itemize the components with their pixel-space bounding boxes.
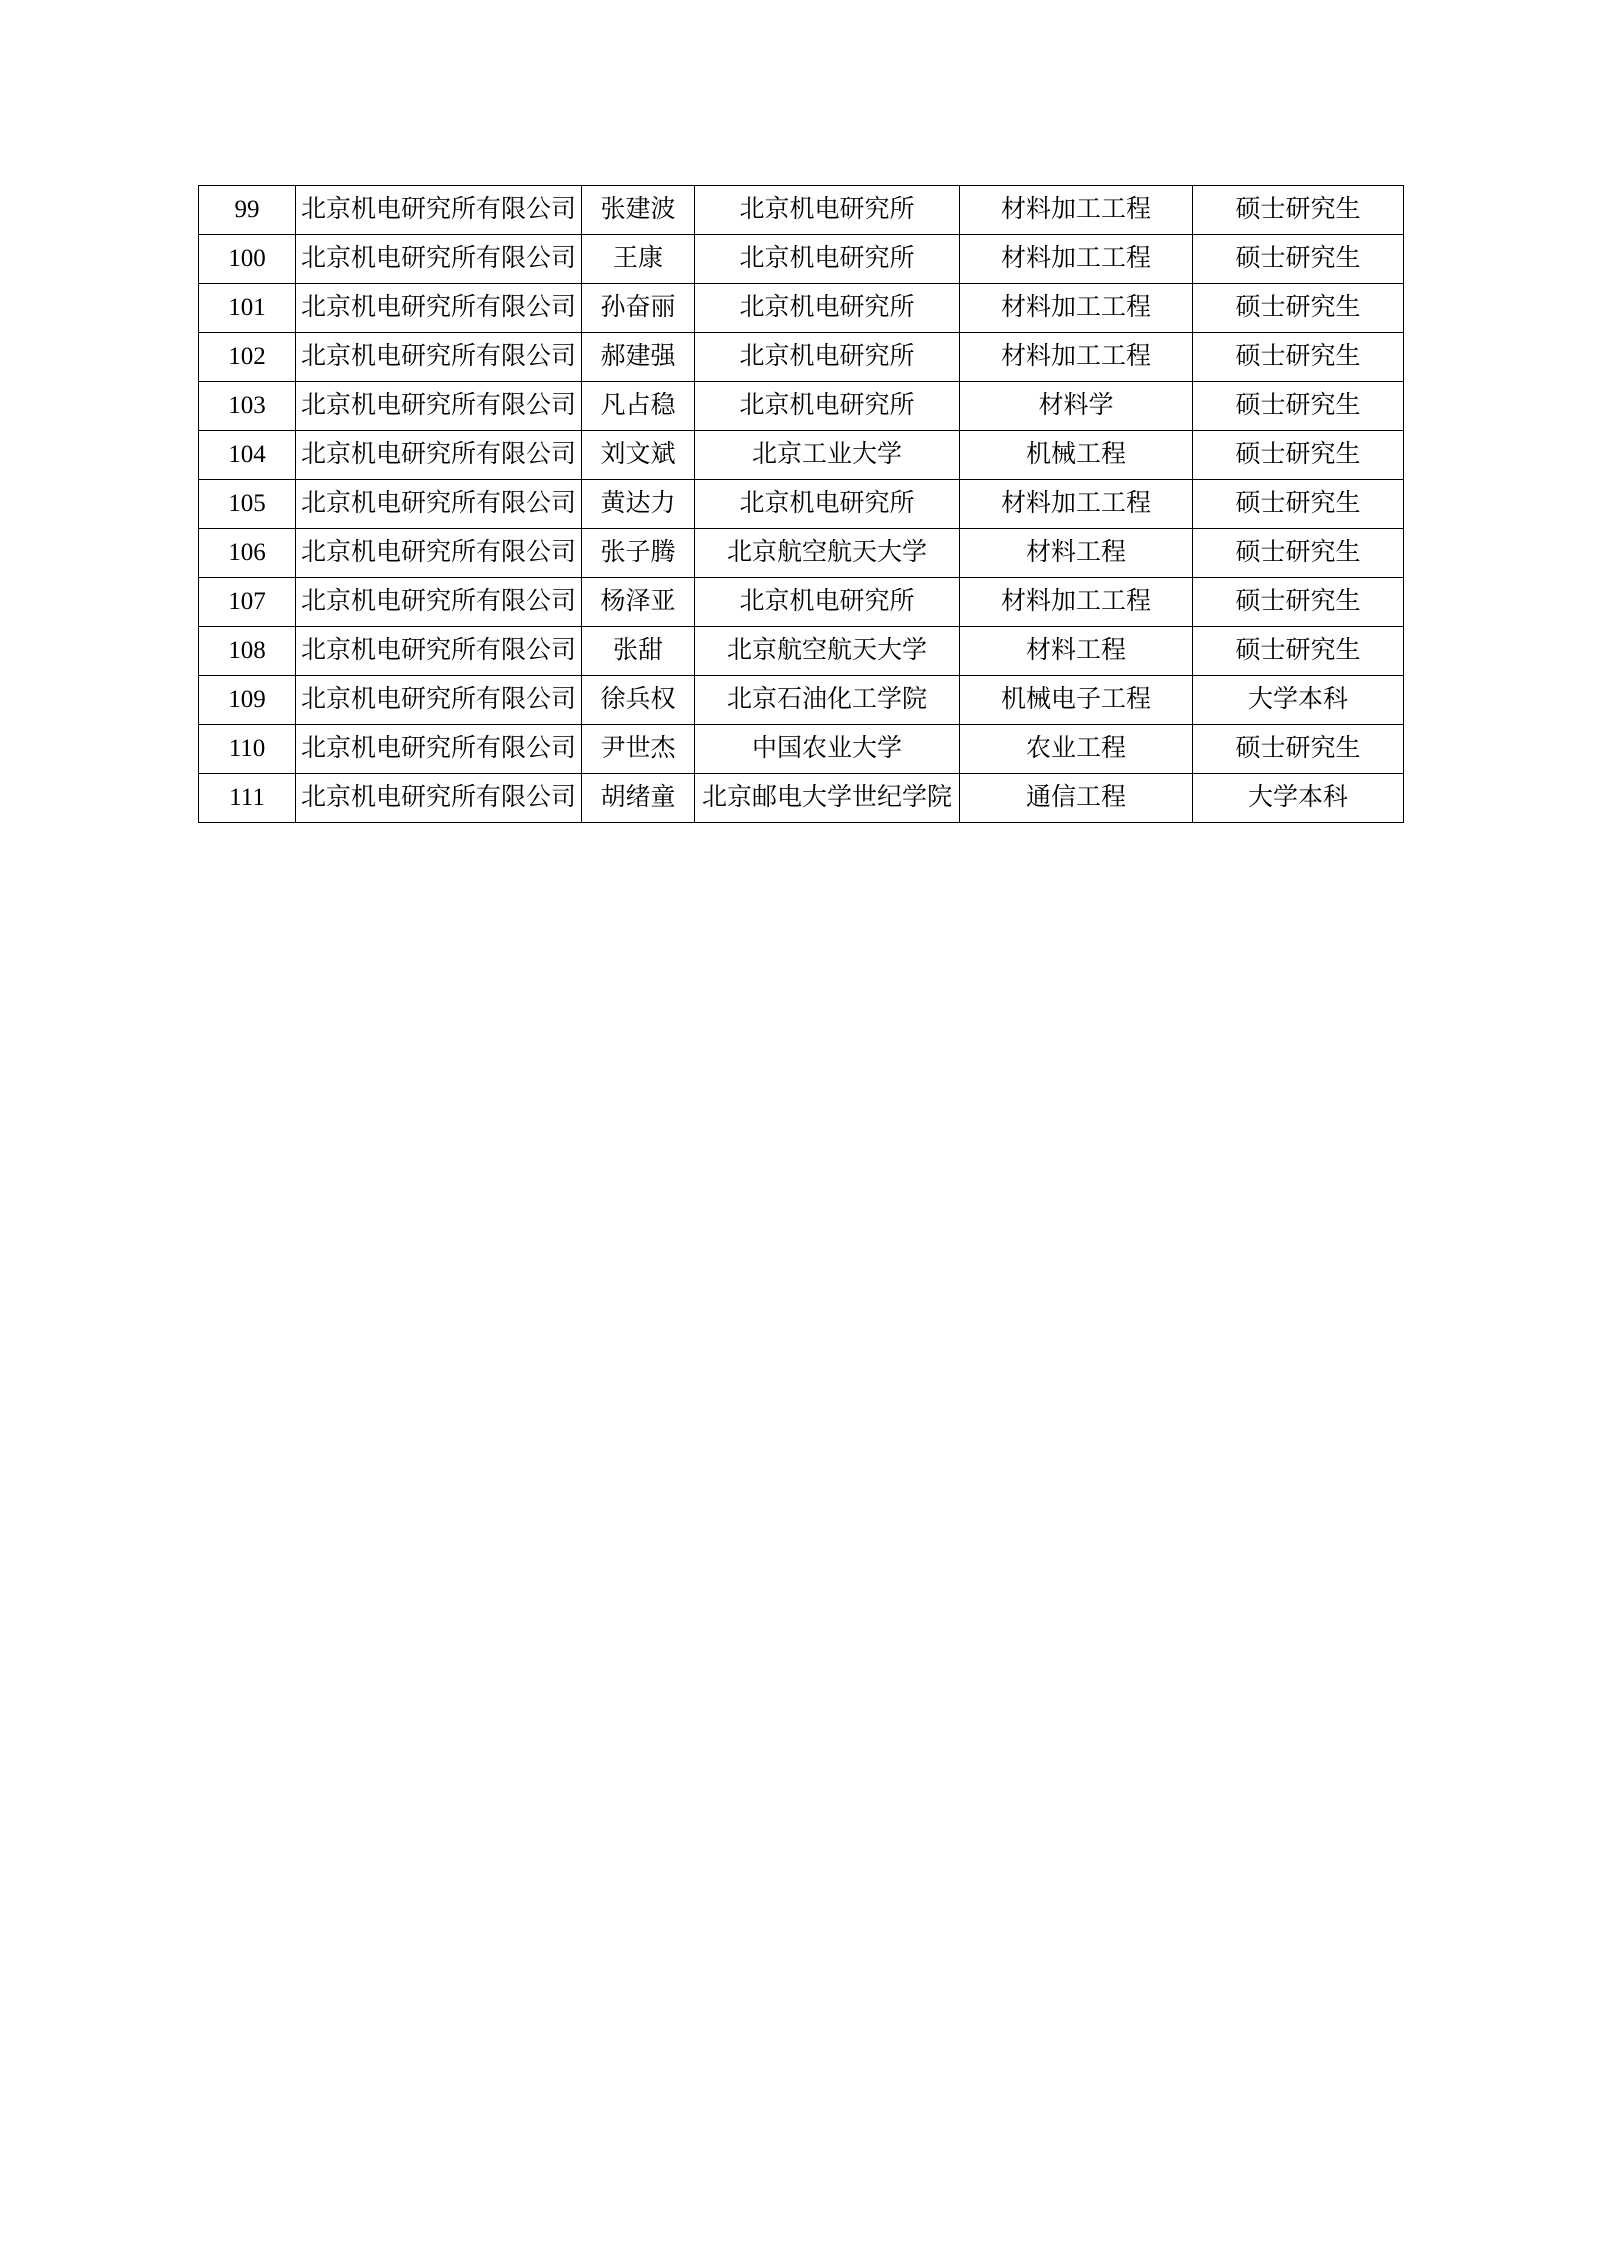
- personnel-table: [198, 185, 1404, 823]
- cell-school: 北京机电研究所: [695, 480, 960, 529]
- cell-index: 103: [199, 382, 296, 431]
- cell-major: 机械工程: [960, 431, 1193, 480]
- table-row: [199, 333, 1404, 382]
- cell-major: 材料加工工程: [960, 578, 1193, 627]
- cell-index: 107: [199, 578, 296, 627]
- cell-major: 材料工程: [960, 529, 1193, 578]
- table-row: [199, 578, 1404, 627]
- cell-degree: 硕士研究生: [1193, 578, 1404, 627]
- cell-company: 北京机电研究所有限公司: [296, 480, 582, 529]
- cell-school: 北京机电研究所: [695, 333, 960, 382]
- cell-school: 北京机电研究所: [695, 578, 960, 627]
- cell-degree: 硕士研究生: [1193, 333, 1404, 382]
- cell-school: 北京石油化工学院: [695, 676, 960, 725]
- cell-company: 北京机电研究所有限公司: [296, 235, 582, 284]
- cell-index: 104: [199, 431, 296, 480]
- cell-major: 材料学: [960, 382, 1193, 431]
- table-row: [199, 235, 1404, 284]
- cell-company: 北京机电研究所有限公司: [296, 725, 582, 774]
- cell-company: 北京机电研究所有限公司: [296, 627, 582, 676]
- cell-degree: 硕士研究生: [1193, 382, 1404, 431]
- cell-major: 材料加工工程: [960, 284, 1193, 333]
- cell-degree: 硕士研究生: [1193, 627, 1404, 676]
- cell-major: 通信工程: [960, 774, 1193, 823]
- cell-name: 郝建强: [582, 333, 695, 382]
- table-row: [199, 382, 1404, 431]
- table-row: [199, 676, 1404, 725]
- cell-degree: 大学本科: [1193, 774, 1404, 823]
- cell-major: 材料加工工程: [960, 235, 1193, 284]
- cell-name: 胡绪童: [582, 774, 695, 823]
- cell-index: 100: [199, 235, 296, 284]
- cell-degree: 硕士研究生: [1193, 235, 1404, 284]
- cell-index: 105: [199, 480, 296, 529]
- cell-major: 材料加工工程: [960, 480, 1193, 529]
- cell-company: 北京机电研究所有限公司: [296, 774, 582, 823]
- cell-company: 北京机电研究所有限公司: [296, 333, 582, 382]
- cell-degree: 硕士研究生: [1193, 480, 1404, 529]
- cell-name: 刘文斌: [582, 431, 695, 480]
- cell-company: 北京机电研究所有限公司: [296, 284, 582, 333]
- cell-major: 材料加工工程: [960, 333, 1193, 382]
- cell-name: 凡占稳: [582, 382, 695, 431]
- table-row: [199, 480, 1404, 529]
- cell-degree: 硕士研究生: [1193, 431, 1404, 480]
- cell-degree: 硕士研究生: [1193, 284, 1404, 333]
- cell-name: 尹世杰: [582, 725, 695, 774]
- cell-degree: 大学本科: [1193, 676, 1404, 725]
- table-body: [199, 186, 1404, 823]
- table-row: [199, 284, 1404, 333]
- cell-index: 110: [199, 725, 296, 774]
- cell-name: 黄达力: [582, 480, 695, 529]
- cell-school: 北京机电研究所: [695, 284, 960, 333]
- cell-name: 张子腾: [582, 529, 695, 578]
- cell-index: 106: [199, 529, 296, 578]
- cell-name: 王康: [582, 235, 695, 284]
- table-row: [199, 431, 1404, 480]
- cell-degree: 硕士研究生: [1193, 529, 1404, 578]
- cell-index: 99: [199, 186, 296, 235]
- cell-company: 北京机电研究所有限公司: [296, 186, 582, 235]
- cell-name: 张建波: [582, 186, 695, 235]
- table-row: [199, 529, 1404, 578]
- cell-school: 北京航空航天大学: [695, 627, 960, 676]
- cell-name: 张甜: [582, 627, 695, 676]
- cell-degree: 硕士研究生: [1193, 186, 1404, 235]
- table-row: [199, 627, 1404, 676]
- cell-major: 材料工程: [960, 627, 1193, 676]
- cell-name: 杨泽亚: [582, 578, 695, 627]
- cell-school: 北京机电研究所: [695, 382, 960, 431]
- cell-school: 北京邮电大学世纪学院: [695, 774, 960, 823]
- cell-index: 109: [199, 676, 296, 725]
- cell-company: 北京机电研究所有限公司: [296, 382, 582, 431]
- cell-index: 101: [199, 284, 296, 333]
- cell-index: 102: [199, 333, 296, 382]
- cell-company: 北京机电研究所有限公司: [296, 676, 582, 725]
- cell-name: 孙奋丽: [582, 284, 695, 333]
- table-row: [199, 774, 1404, 823]
- cell-school: 北京航空航天大学: [695, 529, 960, 578]
- cell-major: 农业工程: [960, 725, 1193, 774]
- cell-major: 机械电子工程: [960, 676, 1193, 725]
- cell-company: 北京机电研究所有限公司: [296, 431, 582, 480]
- cell-company: 北京机电研究所有限公司: [296, 529, 582, 578]
- table-row: [199, 186, 1404, 235]
- cell-index: 108: [199, 627, 296, 676]
- cell-school: 北京工业大学: [695, 431, 960, 480]
- cell-company: 北京机电研究所有限公司: [296, 578, 582, 627]
- table-container: [198, 185, 1403, 823]
- cell-index: 111: [199, 774, 296, 823]
- cell-name: 徐兵权: [582, 676, 695, 725]
- cell-degree: 硕士研究生: [1193, 725, 1404, 774]
- cell-school: 中国农业大学: [695, 725, 960, 774]
- cell-school: 北京机电研究所: [695, 235, 960, 284]
- cell-major: 材料加工工程: [960, 186, 1193, 235]
- cell-school: 北京机电研究所: [695, 186, 960, 235]
- table-row: [199, 725, 1404, 774]
